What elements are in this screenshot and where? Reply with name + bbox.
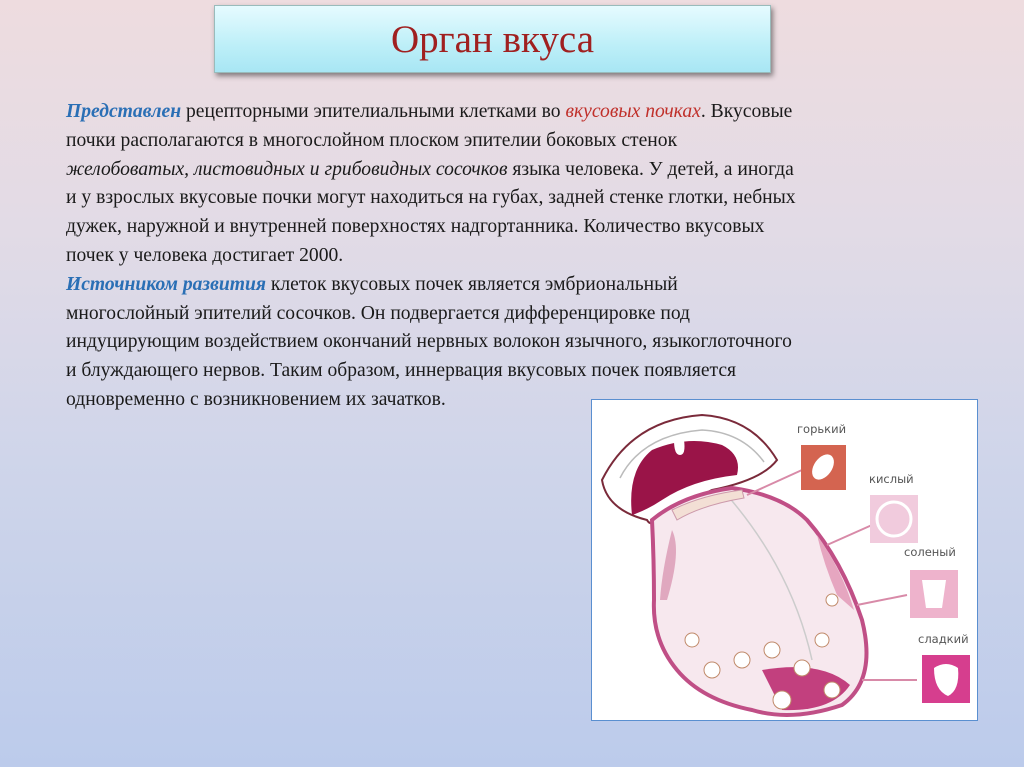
slide-title: Орган вкуса: [391, 17, 594, 61]
label-salty: соленый: [904, 545, 956, 559]
text-line: [66, 156, 796, 185]
text-line: [66, 271, 796, 300]
highlight: вкусовых почках: [565, 101, 701, 122]
text-line: почки располагаются в многослойном плоском эпителии боковых стенок: [66, 129, 678, 151]
keyword: Представлен: [66, 101, 182, 122]
label-sweet: сладкий: [918, 632, 969, 646]
label-bitter: горький: [797, 422, 847, 436]
body-text: [66, 98, 796, 415]
text-line: [66, 98, 796, 127]
text: рецепторными эпителиальными клетками во: [181, 101, 566, 122]
text: . Вкусовые: [700, 101, 793, 122]
text: клеток вкусовых почек является эмбриональный: [265, 273, 678, 295]
title-box: [214, 5, 771, 73]
text-line: одновременно с возникновением их зачатков.: [66, 388, 446, 410]
text-line: и блуждающего нервов. Таким образом, иннервация вкусовых почек появляется: [66, 360, 737, 382]
text-line: индуцирующим воздействием окончаний нервных волокон язычного, языкоглоточного: [66, 331, 792, 353]
text-line: дужек, наружной и внутренней поверхностях надгортанника. Количество вкусовых: [66, 216, 765, 238]
text-line: почек у человека достигает 2000.: [66, 244, 344, 266]
tongue-diagram: [591, 399, 978, 721]
tongue-illustration: [592, 400, 977, 720]
label-sour: кислый: [869, 472, 914, 486]
keyword: Источником развития: [66, 273, 266, 295]
text: языка человека. У детей, а иногда: [507, 158, 794, 180]
text-line: многослойный эпителий сосочков. Он подвергается дифференцировке под: [66, 302, 691, 324]
italic-text: желобоватых, листовидных и грибовидных сосочков: [66, 158, 508, 180]
text-line: и у взрослых вкусовые почки могут находиться на губах, задней стенке глотки, небных: [66, 187, 796, 209]
